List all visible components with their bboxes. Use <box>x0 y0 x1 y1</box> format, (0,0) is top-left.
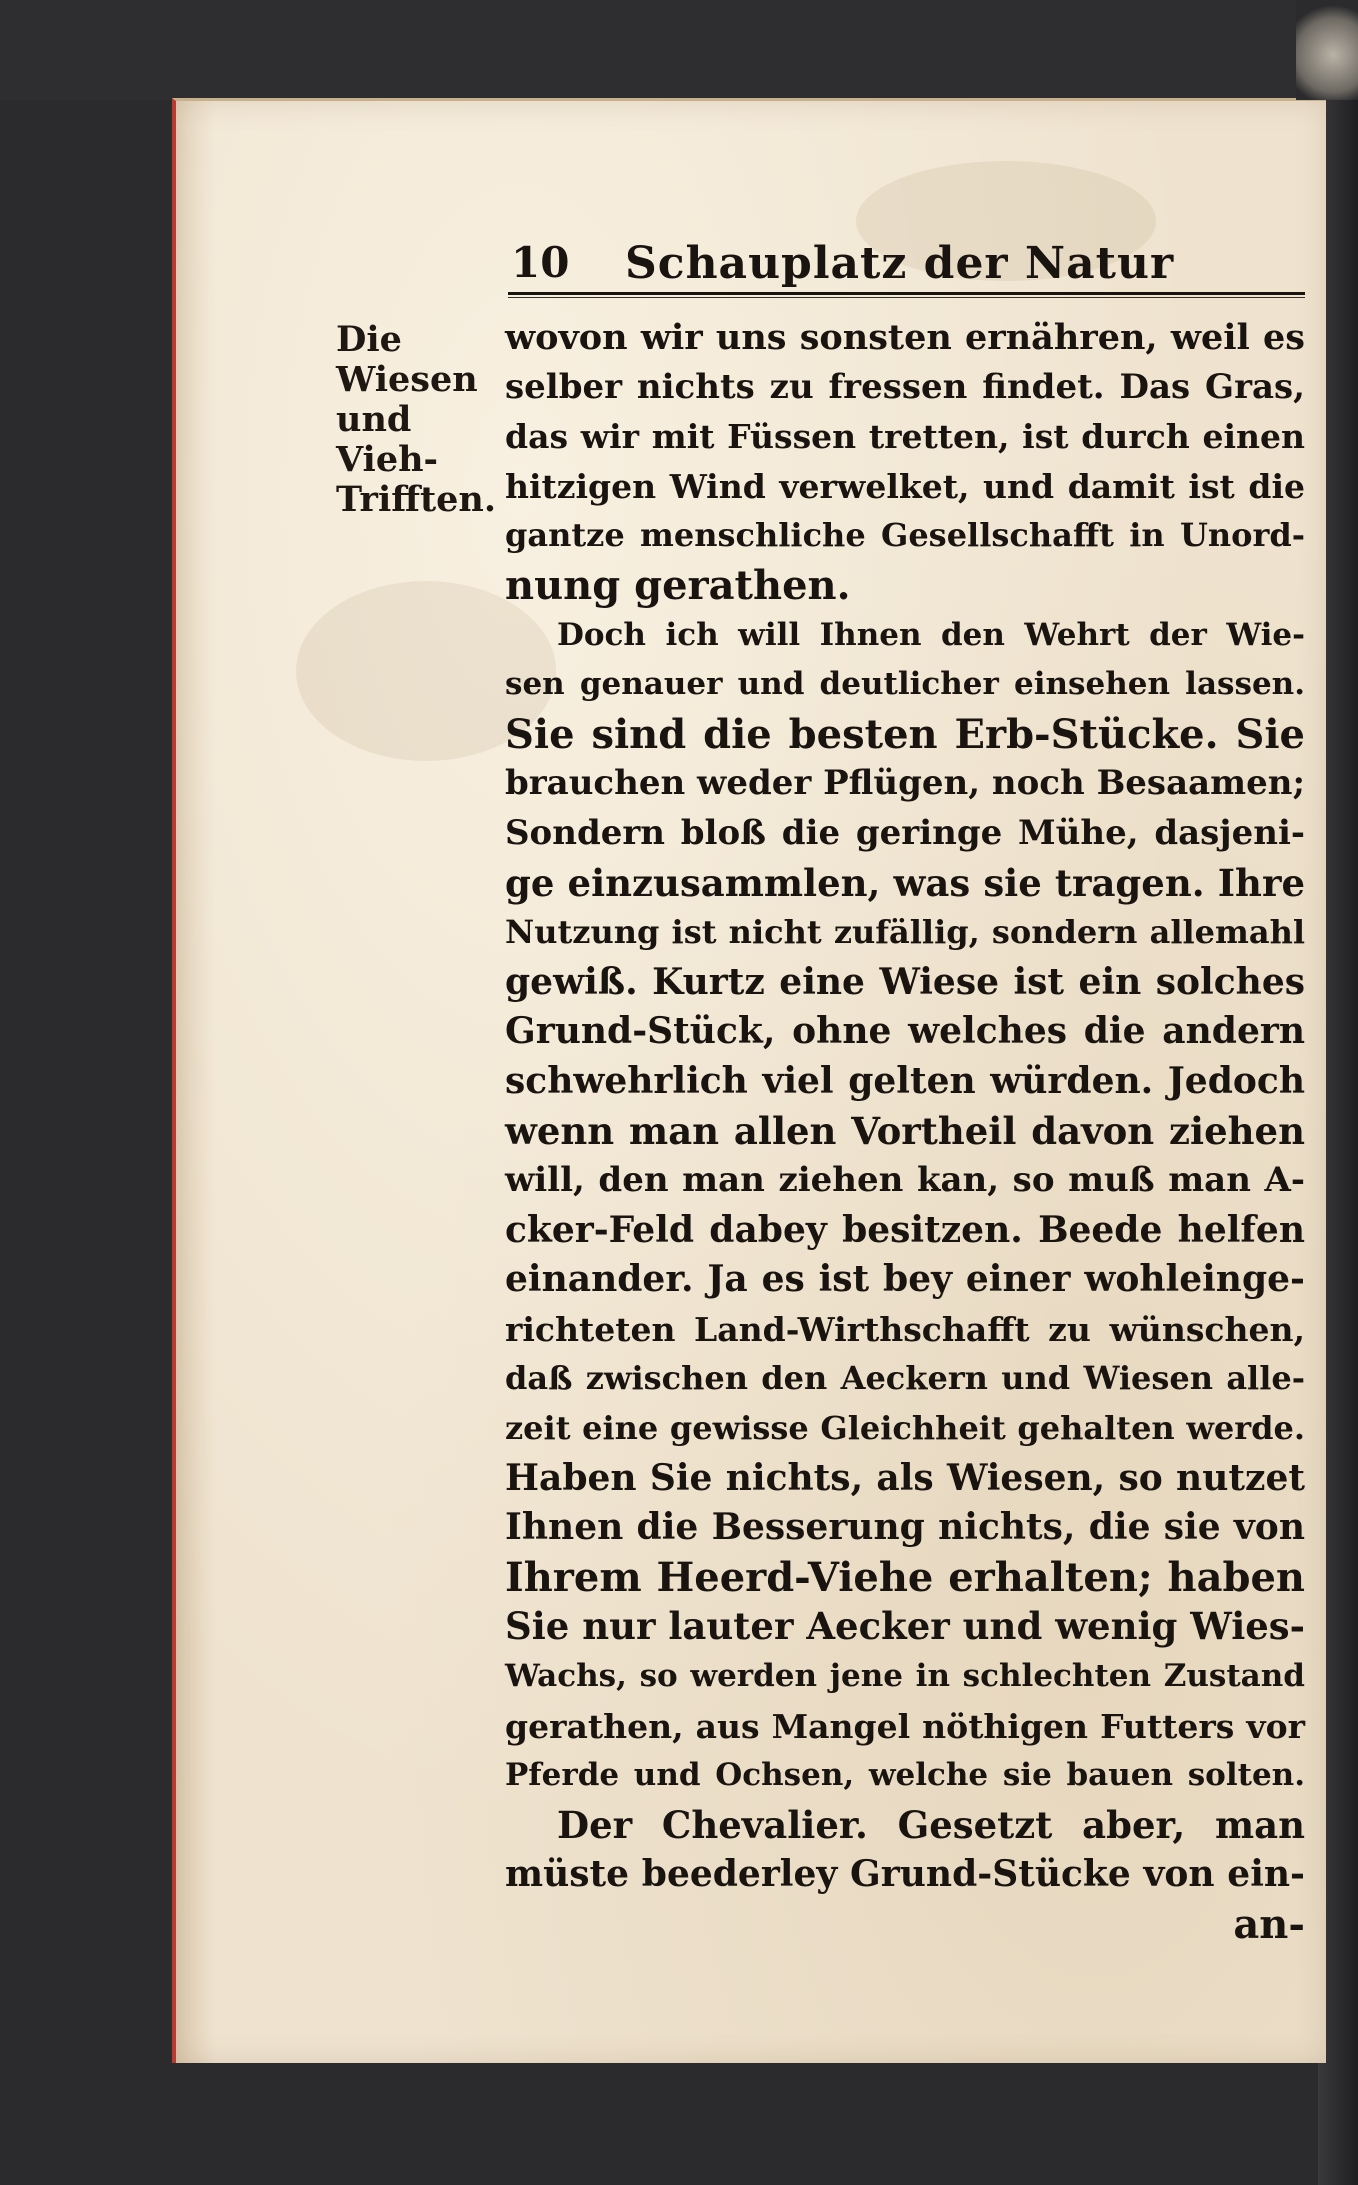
text-line: müste beederley Grund-Stücke von ein- <box>505 1853 1305 1896</box>
text-line: Ihrem Heerd-Viehe erhalten; haben <box>505 1553 1305 1601</box>
body-text <box>505 313 1305 1950</box>
text-line: Ihnen die Besserung nichts, die sie von <box>505 1506 1305 1549</box>
text-line: zeit eine gewisse Gleichheit gehalten werde. <box>505 1409 1305 1448</box>
text-line: Nutzung ist nicht zufällig, sondern allemahl <box>505 913 1305 952</box>
text-line: gewiß. Kurtz eine Wiese ist ein solches <box>505 960 1305 1003</box>
text-line: nung gerathen. <box>505 561 851 609</box>
scan-background-top <box>0 0 1358 100</box>
text-line: Grund-Stück, ohne welches die andern <box>505 1010 1305 1053</box>
text-line: Pferde und Ochsen, welche sie bauen solten. <box>505 1757 1305 1794</box>
text-line: Wachs, so werden jene in schlechten Zustand <box>505 1658 1305 1695</box>
page-corner-fold <box>1296 0 1358 100</box>
text-line: gantze menschliche Gesellschafft in Unord- <box>505 516 1305 555</box>
text-line: einander. Ja es ist bey einer wohleinge- <box>505 1258 1305 1301</box>
text-line: Haben Sie nichts, als Wiesen, so nutzet <box>505 1456 1305 1499</box>
text-line: Der Chevalier. Gesetzt aber, man <box>557 1802 1305 1847</box>
text-line: daß zwischen den Aeckern und Wiesen alle- <box>505 1359 1305 1398</box>
marginal-note-line: Die <box>336 319 402 360</box>
marginal-note-line: und <box>336 399 412 440</box>
text-line: hitzigen Wind verwelket, und damit ist die <box>505 466 1305 506</box>
text-line: gerathen, aus Mangel nöthigen Futters vor <box>505 1706 1305 1746</box>
text-line: cker-Feld dabey besitzen. Beede helfen <box>505 1208 1305 1251</box>
text-line: will, den man ziehen kan, so muß man A- <box>505 1160 1305 1201</box>
text-line: Doch ich will Ihnen den Wehrt der Wie- <box>557 616 1305 653</box>
running-title: Schauplatz der Natur <box>625 238 1175 289</box>
page-number: 10 <box>511 238 570 287</box>
text-line: Sondern bloß die geringe Mühe, dasjeni- <box>505 812 1305 853</box>
text-line: wenn man allen Vortheil davon ziehen <box>505 1108 1305 1153</box>
text-line: richteten Land-Wirthschafft zu wünschen, <box>505 1309 1305 1349</box>
text-line: sen genauer und deutlicher einsehen lassen. <box>505 666 1305 703</box>
marginal-note-line: Wiesen <box>336 359 478 400</box>
catchword: an- <box>1233 1901 1305 1948</box>
header-rule-thin <box>508 297 1305 298</box>
text-line: Sie nur lauter Aecker und wenig Wies- <box>505 1604 1305 1649</box>
marginal-note-line: Vieh- <box>336 439 439 480</box>
text-line: selber nichts zu fressen findet. Das Gras, <box>505 366 1305 407</box>
marginal-note-line: Trifften. <box>336 479 497 520</box>
page-header <box>505 238 1305 298</box>
text-line: das wir mit Füssen tretten, ist durch einen <box>505 417 1305 457</box>
marginal-note <box>336 320 508 520</box>
text-line: Sie sind die besten Erb-Stücke. Sie <box>505 710 1305 758</box>
text-line: brauchen weder Pflügen, noch Besaamen; <box>505 763 1306 804</box>
text-line: ge einzusammlen, was sie tragen. Ihre <box>505 860 1305 905</box>
header-rule <box>508 292 1305 295</box>
text-line: wovon wir uns sonsten ernähren, weil es <box>505 317 1305 358</box>
text-line: schwehrlich viel gelten würden. Jedoch <box>505 1059 1305 1102</box>
